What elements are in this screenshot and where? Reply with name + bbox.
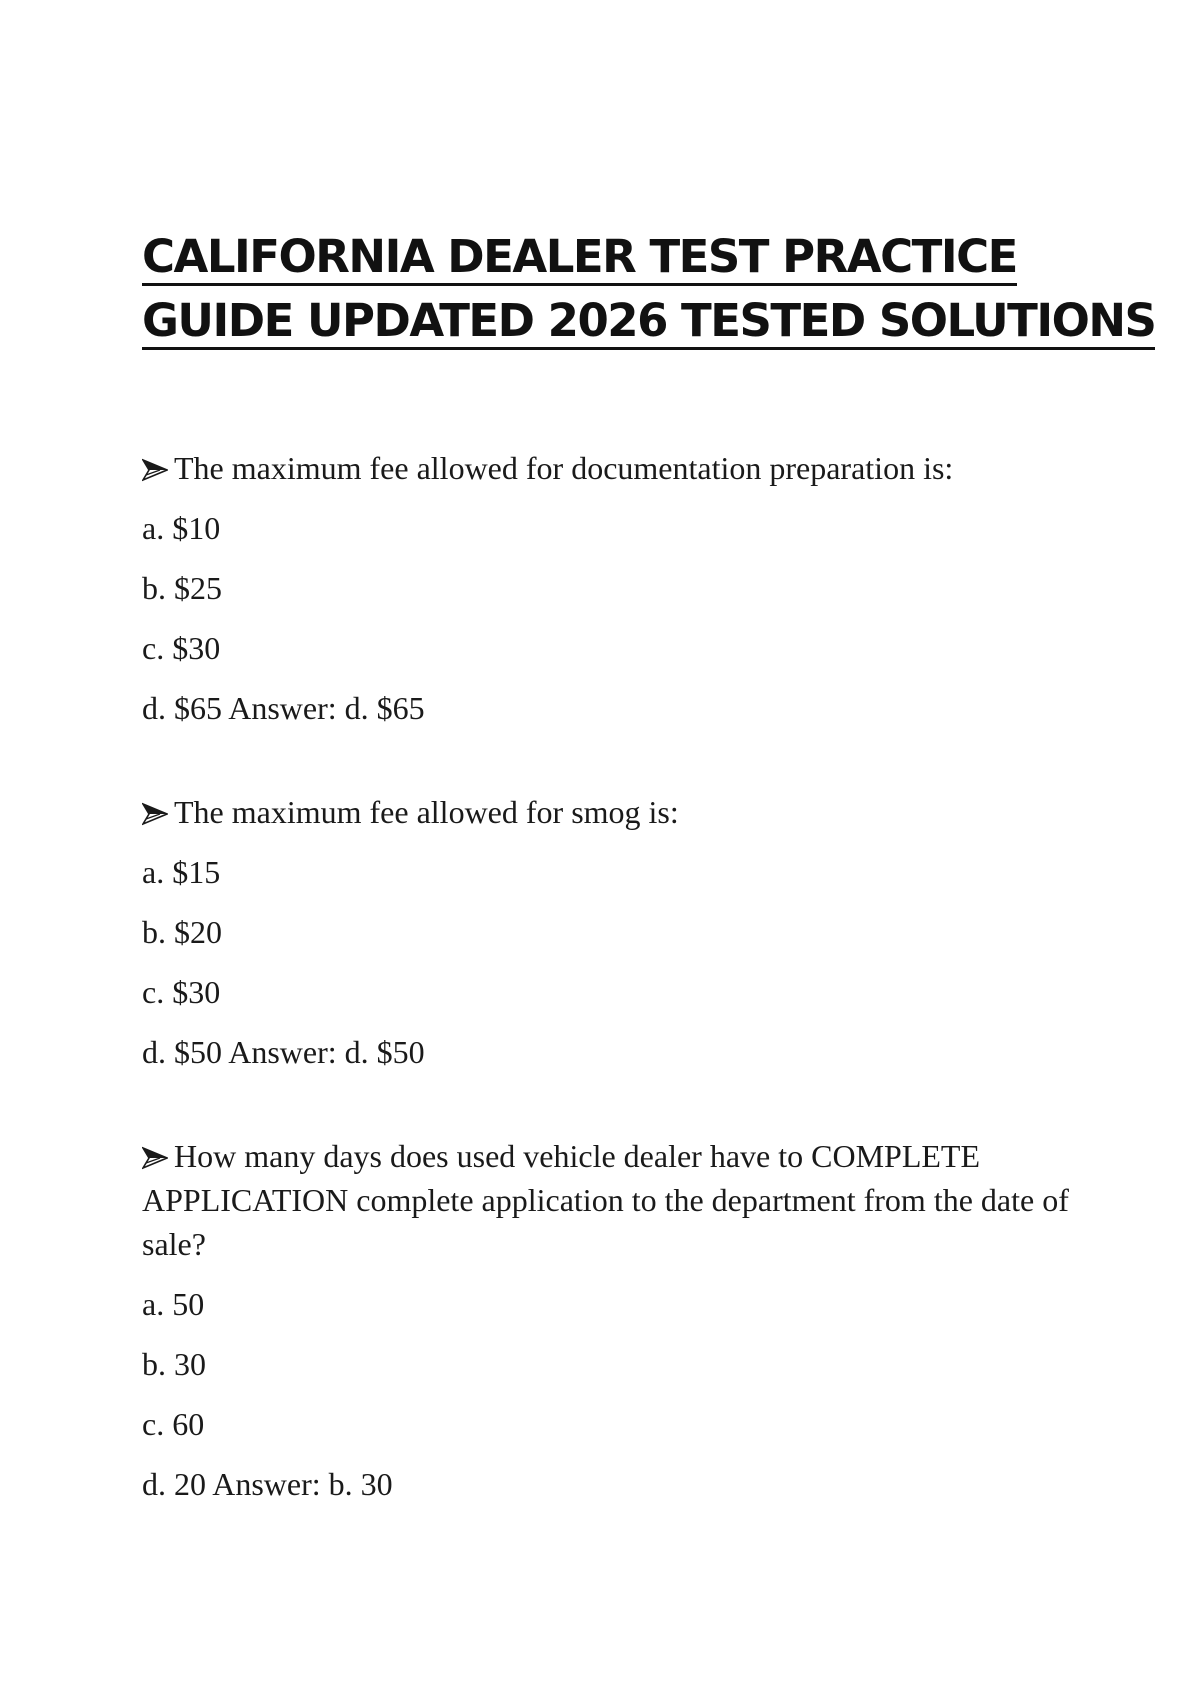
question-2-prompt <box>142 790 1082 834</box>
document-title-line-1: CALIFORNIA DEALER TEST PRACTICE <box>142 231 1017 286</box>
question-2-option-a: a. $15 <box>142 854 221 890</box>
arrowhead-bullet-icon <box>142 1146 174 1170</box>
question-1-option-d-answer: d. $65 Answer: d. $65 <box>142 690 425 726</box>
question-3-option-a: a. 50 <box>142 1286 205 1322</box>
question-3-prompt <box>142 1134 1082 1266</box>
document-title <box>142 228 1156 356</box>
question-2 <box>142 790 1082 1074</box>
question-1-option-b: b. $25 <box>142 570 222 606</box>
question-1-option-c: c. $30 <box>142 630 221 666</box>
question-3-option-c: c. 60 <box>142 1406 205 1442</box>
question-2-option-b: b. $20 <box>142 914 222 950</box>
document-page <box>142 228 1156 1522</box>
question-1-text: The maximum fee allowed for documentation preparation is: <box>174 450 954 486</box>
arrowhead-bullet-icon <box>142 458 174 482</box>
question-2-option-c: c. $30 <box>142 974 221 1010</box>
question-2-option-d-answer: d. $50 Answer: d. $50 <box>142 1034 425 1070</box>
question-1-option-a: a. $10 <box>142 510 221 546</box>
question-3-option-d-answer: d. 20 Answer: b. 30 <box>142 1466 393 1502</box>
question-3-text: How many days does used vehicle dealer have to COMPLETE APPLICATION complete application to the department from the date of sale? <box>142 1138 1069 1262</box>
question-2-text: The maximum fee allowed for smog is: <box>174 794 679 830</box>
arrowhead-bullet-icon <box>142 802 174 826</box>
question-3 <box>142 1134 1082 1506</box>
question-1 <box>142 446 1082 730</box>
question-3-option-b: b. 30 <box>142 1346 206 1382</box>
document-title-line-2: GUIDE UPDATED 2026 TESTED SOLUTIONS <box>142 295 1155 350</box>
question-1-prompt <box>142 446 1082 490</box>
